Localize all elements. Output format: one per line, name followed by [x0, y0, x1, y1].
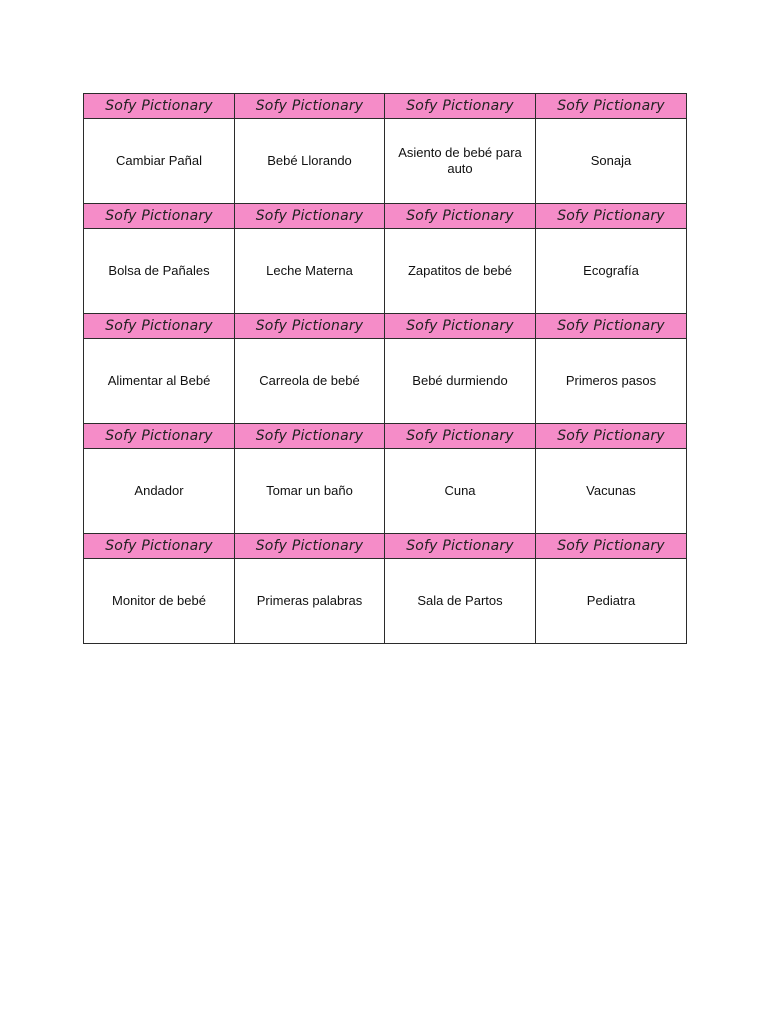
card-header-label: Sofy Pictionary [536, 204, 687, 229]
card-word-row [84, 559, 687, 644]
card-word: Monitor de bebé [112, 593, 206, 608]
card-word: Primeras palabras [256, 593, 363, 608]
card-header-label: Sofy Pictionary [235, 314, 385, 339]
card-header-label: Sofy Pictionary [536, 424, 687, 449]
card-word: Asiento de bebé para auto [398, 145, 522, 176]
card-word-cell [84, 229, 235, 314]
card-word-cell [235, 229, 385, 314]
card-word: Alimentar al Bebé [107, 373, 211, 388]
card-header-row [84, 314, 687, 339]
card-header-row [84, 424, 687, 449]
card-word: Primeros pasos [565, 373, 657, 388]
card-word: Cuna [444, 483, 476, 498]
card-word-cell [84, 339, 235, 424]
card-word-row [84, 229, 687, 314]
card-word: Vacunas [586, 483, 636, 498]
card-header-label: Sofy Pictionary [235, 424, 385, 449]
card-header-label: Sofy Pictionary [536, 534, 687, 559]
card-word: Carreola de bebé [259, 373, 360, 388]
card-header-label: Sofy Pictionary [235, 94, 385, 119]
card-header-label: Sofy Pictionary [536, 94, 687, 119]
card-word-cell [84, 559, 235, 644]
card-word: Bolsa de Pañales [108, 263, 210, 278]
card-header-row [84, 204, 687, 229]
card-word-cell [536, 449, 687, 534]
card-header-row [84, 94, 687, 119]
card-word-cell [235, 559, 385, 644]
card-word: Sala de Partos [417, 593, 503, 608]
card-header-row [84, 534, 687, 559]
card-word: Pediatra [586, 593, 636, 608]
card-header-label: Sofy Pictionary [84, 314, 235, 339]
card-word-cell [235, 339, 385, 424]
card-word-row [84, 449, 687, 534]
card-word-cell [385, 449, 536, 534]
card-word-row [84, 339, 687, 424]
card-word-cell [385, 559, 536, 644]
card-header-label: Sofy Pictionary [385, 314, 536, 339]
card-header-label: Sofy Pictionary [536, 314, 687, 339]
card-word-cell [385, 119, 536, 204]
card-grid-body [84, 94, 687, 644]
card-header-label: Sofy Pictionary [84, 424, 235, 449]
card-word: Sonaja [590, 153, 632, 168]
card-header-label: Sofy Pictionary [235, 534, 385, 559]
card-word-row [84, 119, 687, 204]
card-header-label: Sofy Pictionary [235, 204, 385, 229]
card-word-cell [536, 119, 687, 204]
card-word-cell [536, 339, 687, 424]
card-word-cell [385, 229, 536, 314]
card-word-cell [235, 449, 385, 534]
card-header-label: Sofy Pictionary [385, 534, 536, 559]
card-header-label: Sofy Pictionary [84, 204, 235, 229]
card-header-label: Sofy Pictionary [385, 94, 536, 119]
card-header-label: Sofy Pictionary [385, 204, 536, 229]
card-word-cell [84, 119, 235, 204]
card-header-label: Sofy Pictionary [84, 94, 235, 119]
card-word: Ecografía [583, 263, 639, 278]
pictionary-card-grid [83, 93, 687, 644]
card-word: Bebé durmiendo [412, 373, 508, 388]
card-word-cell [385, 339, 536, 424]
card-word-cell [536, 559, 687, 644]
card-word: Bebé Llorando [267, 153, 352, 168]
card-header-label: Sofy Pictionary [84, 534, 235, 559]
card-word: Zapatitos de bebé [407, 263, 513, 278]
card-word-cell [536, 229, 687, 314]
card-word: Leche Materna [266, 263, 353, 278]
card-word: Cambiar Pañal [116, 153, 202, 168]
card-word: Tomar un baño [266, 483, 353, 498]
card-header-label: Sofy Pictionary [385, 424, 536, 449]
card-word-cell [84, 449, 235, 534]
card-word-cell [235, 119, 385, 204]
card-word: Andador [134, 483, 184, 498]
